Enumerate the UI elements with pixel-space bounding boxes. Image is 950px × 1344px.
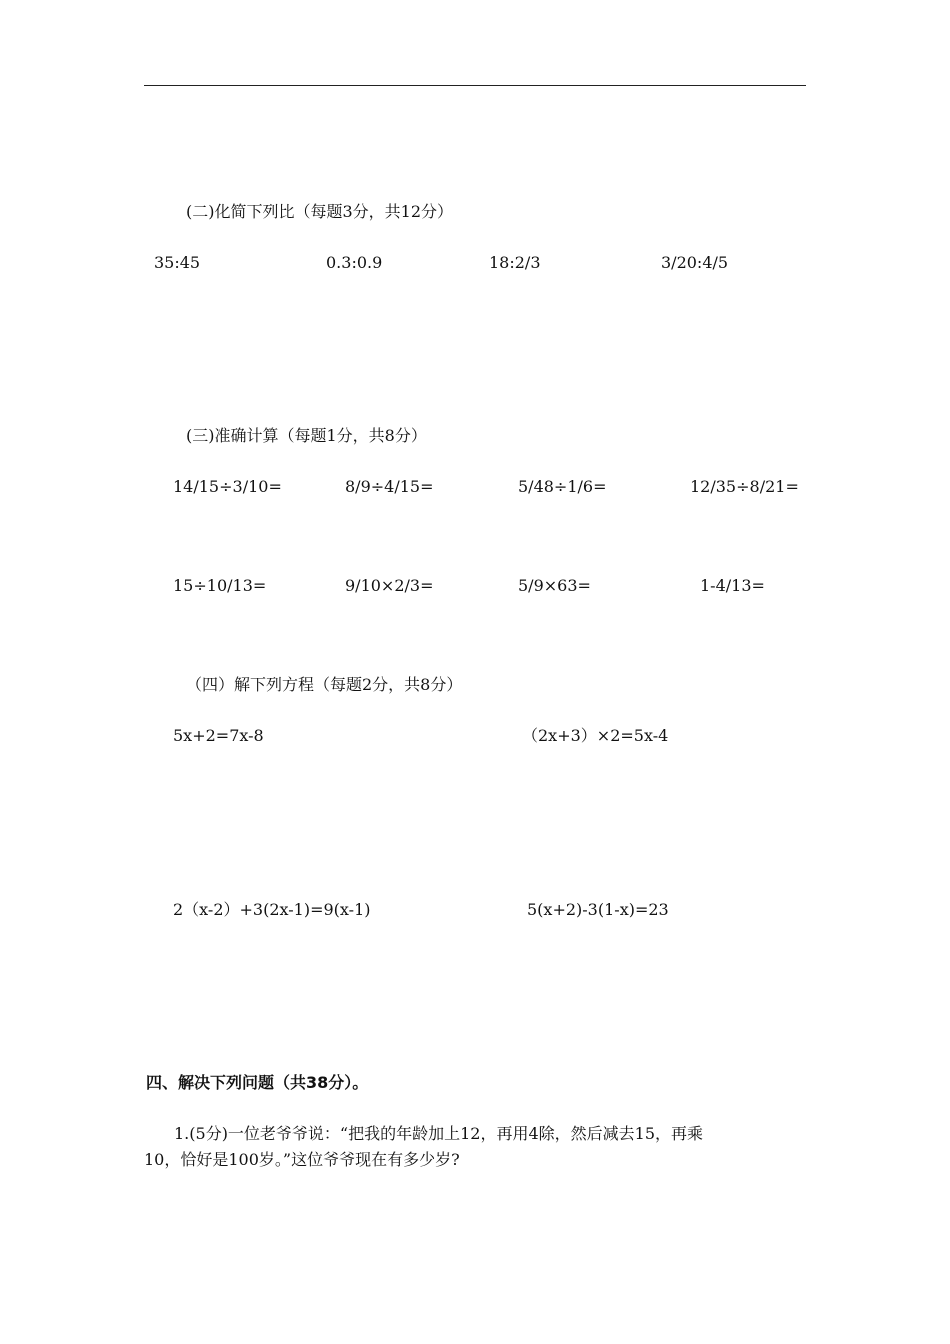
ratio-item-3: 18:2/3 — [489, 253, 541, 272]
word-problem-1 — [144, 1121, 808, 1173]
header-rule — [144, 85, 806, 86]
word-problem-1-line-1: 1.(5分)一位老爷爷说：“把我的年龄加上12，再用4除，然后减去15，再乘 — [174, 1124, 704, 1143]
part-four-heading: 四、解决下列问题（共38分）。 — [146, 1073, 369, 1092]
calc-item-6: 9/10×2/3= — [345, 576, 434, 595]
equation-4: 5(x+2)-3(1-x)=23 — [527, 900, 669, 919]
calc-item-4: 12/35÷8/21= — [690, 477, 799, 496]
equation-1: 5x+2=7x-8 — [173, 726, 264, 745]
ratio-item-2: 0.3:0.9 — [326, 253, 383, 272]
calc-item-1: 14/15÷3/10= — [173, 477, 282, 496]
section-heading-calculation: (三)准确计算（每题1分，共8分） — [186, 426, 427, 445]
calc-item-2: 8/9÷4/15= — [345, 477, 434, 496]
section-heading-simplify-ratios: (二)化简下列比（每题3分，共12分） — [186, 202, 454, 221]
equation-3: 2（x-2）+3(2x-1)=9(x-1) — [173, 900, 371, 919]
calc-item-5: 15÷10/13= — [173, 576, 267, 595]
calc-item-8: 1-4/13= — [700, 576, 765, 595]
ratio-item-1: 35:45 — [154, 253, 201, 272]
calc-item-3: 5/48÷1/6= — [518, 477, 607, 496]
section-heading-equations: （四）解下列方程（每题2分，共8分） — [186, 675, 463, 694]
equation-2: （2x+3）×2=5x-4 — [522, 726, 669, 745]
calc-item-7: 5/9×63= — [518, 576, 591, 595]
ratio-item-4: 3/20:4/5 — [661, 253, 729, 272]
word-problem-1-line-2: 10，恰好是100岁。”这位爷爷现在有多少岁? — [144, 1150, 460, 1169]
